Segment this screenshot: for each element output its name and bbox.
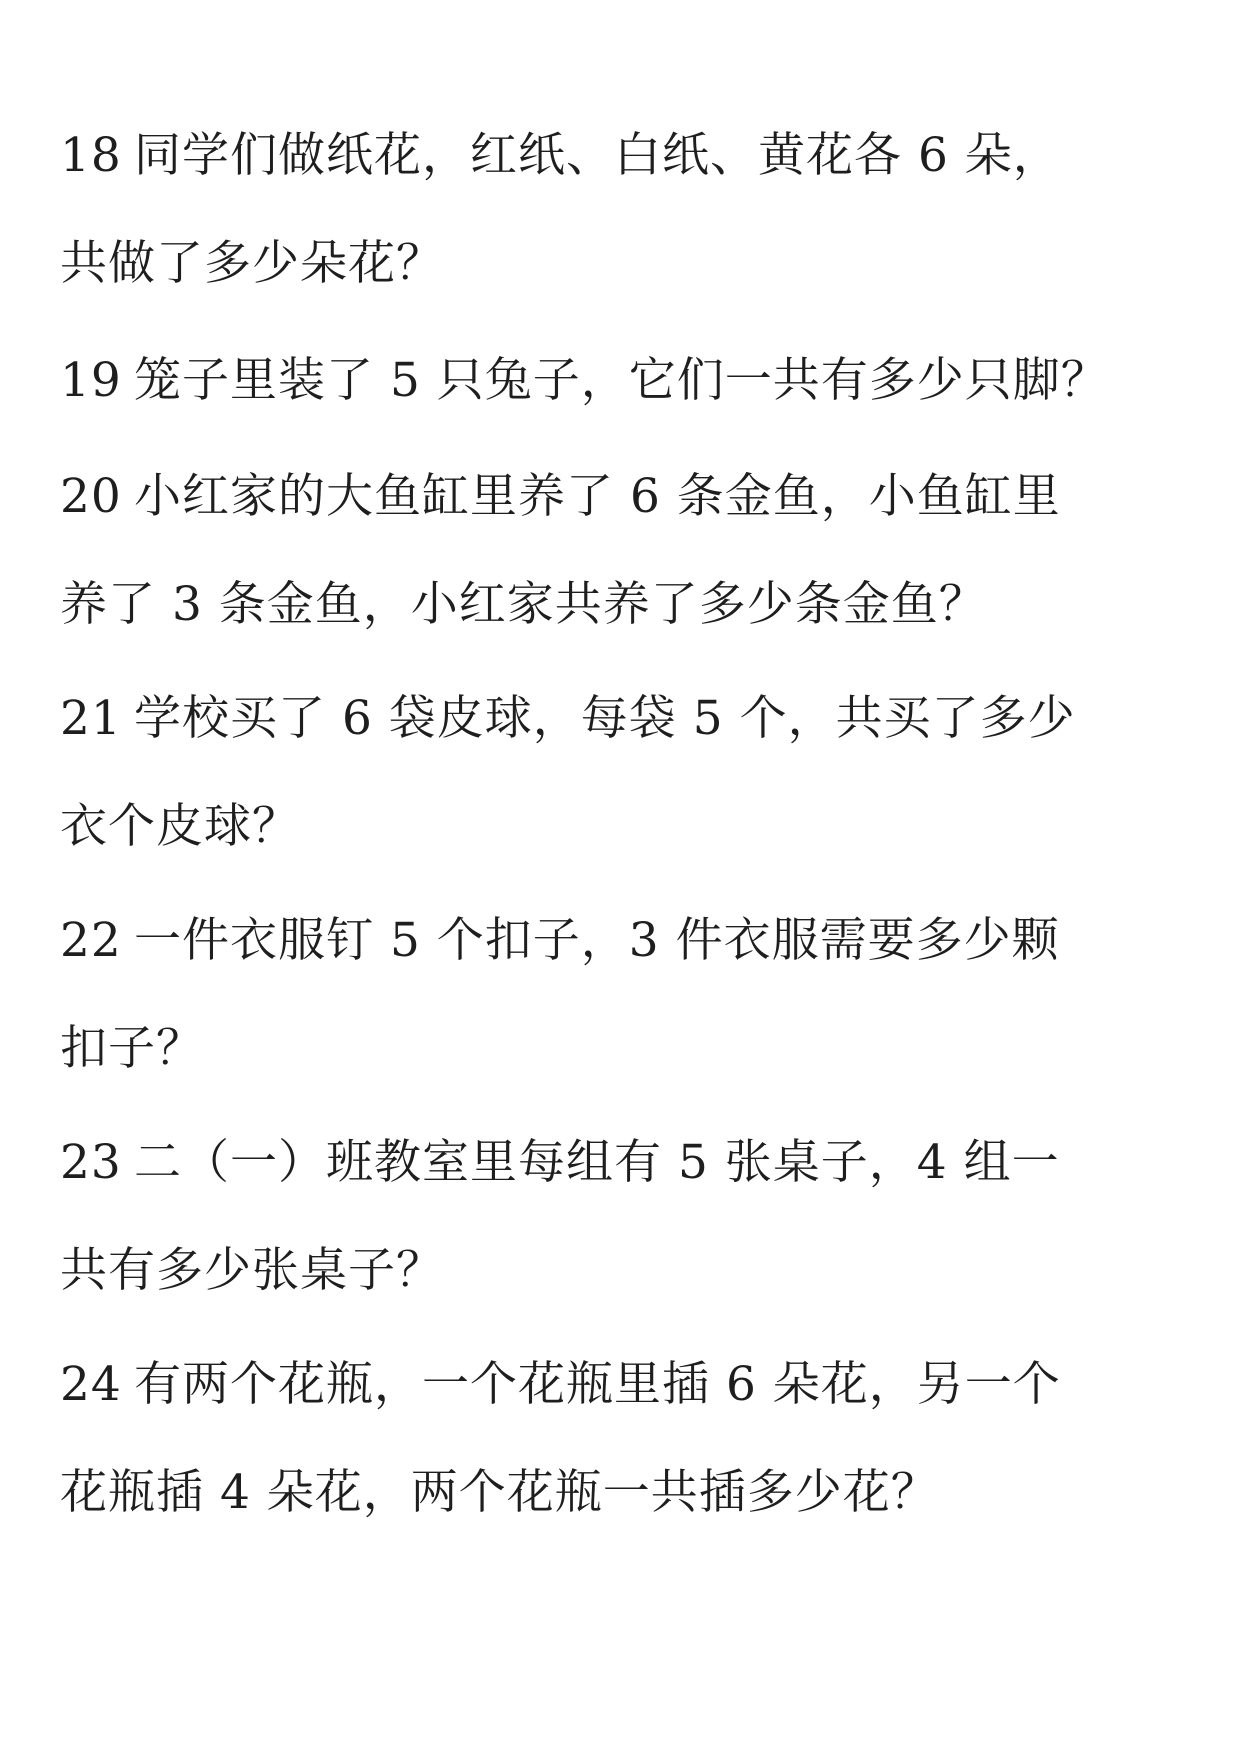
problem-number: 18 (60, 128, 122, 183)
problem-number: 19 (60, 353, 122, 408)
problem-23 (60, 1109, 1230, 1325)
problem-text-continued: 扣子？ (60, 1021, 204, 1076)
problem-text: 学校买了 6 袋皮球，每袋 5 个，共买了多少 (134, 691, 1076, 746)
problem-number: 20 (60, 469, 122, 524)
problem-text: 有两个花瓶，一个花瓶里插 6 朵花，另一个 (134, 1357, 1061, 1412)
problem-text-continued: 养了 3 条金鱼，小红家共养了多少条金鱼？ (60, 577, 987, 632)
problem-text-continued: 衣个皮球？ (60, 799, 300, 854)
problem-text: 笼子里装了 5 只兔子，它们一共有多少只脚？ (134, 353, 1109, 408)
problem-text: 同学们做纸花，红纸、白纸、黄花各 6 朵， (134, 128, 1061, 183)
problem-text-continued: 共做了多少朵花？ (60, 236, 444, 291)
problem-text-continued: 花瓶插 4 朵花，两个花瓶一共插多少花？ (60, 1465, 939, 1520)
problem-21 (60, 665, 1230, 881)
problem-line (60, 102, 1230, 210)
problem-number: 23 (60, 1135, 122, 1190)
problem-text-continued: 共有多少张桌子？ (60, 1243, 444, 1298)
problem-24 (60, 1331, 1230, 1547)
problem-19 (60, 327, 1230, 435)
problem-number: 22 (60, 913, 122, 968)
problem-18 (60, 102, 1230, 318)
problem-20 (60, 443, 1230, 659)
problem-line (60, 1109, 1230, 1217)
problem-number: 21 (60, 691, 122, 746)
problem-line (60, 327, 1230, 435)
problem-line (60, 443, 1230, 551)
problem-22 (60, 887, 1230, 1103)
problem-line (60, 665, 1230, 773)
problem-line (60, 1331, 1230, 1439)
problem-text: 二（一）班教室里每组有 5 张桌子，4 组一 (134, 1135, 1060, 1190)
problem-text: 小红家的大鱼缸里养了 6 条金鱼，小鱼缸里 (134, 469, 1061, 524)
problem-text: 一件衣服钉 5 个扣子，3 件衣服需要多少颗 (134, 913, 1060, 968)
problem-number: 24 (60, 1357, 122, 1412)
problem-line (60, 887, 1230, 995)
